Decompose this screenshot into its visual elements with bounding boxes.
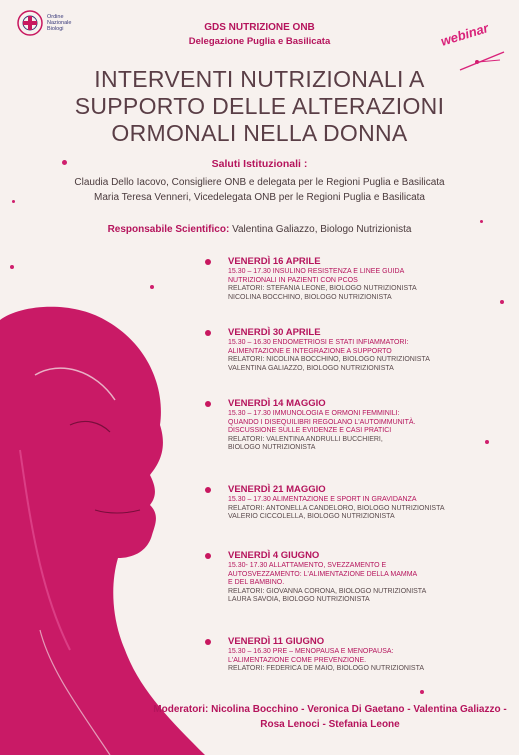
event-date: VENERDÌ 16 APRILE xyxy=(228,256,321,267)
bullet-dot-icon xyxy=(205,639,211,645)
webinar-badge: webinar xyxy=(438,20,491,49)
event-desc: 15.30 – 17.30 ALIMENTAZIONE E SPORT IN GRAVIDANZA xyxy=(228,496,417,503)
title-line: ORMONALI NELLA DONNA xyxy=(111,120,408,146)
logo-line: Biologi xyxy=(47,26,64,32)
event-item xyxy=(228,636,498,674)
event-desc: L'ALIMENTAZIONE COME PREVENZIONE. xyxy=(228,656,367,664)
event-relatori: VALERIO CICCOLELLA, BIOLOGO NUTRIZIONISTA xyxy=(228,513,395,521)
moderatori xyxy=(150,702,510,732)
event-desc: NUTRIZIONALI IN PAZIENTI CON PCOS xyxy=(228,276,358,284)
moderatori-label: Moderatori: xyxy=(153,704,209,715)
moderatori-line xyxy=(150,702,510,717)
paint-splatter xyxy=(500,300,504,304)
title-line: INTERVENTI NUTRIZIONALI A xyxy=(94,66,425,92)
paint-splatter xyxy=(480,220,483,223)
paint-splatter xyxy=(420,690,424,694)
event-desc: DISCUSSIONE SULLE EVIDENZE E CASI PRATICI xyxy=(228,427,392,435)
event-date: VENERDÌ 21 MAGGIO xyxy=(228,484,326,495)
saluti-heading: Saluti Istituzionali : xyxy=(211,158,308,170)
responsabile-scientifico xyxy=(0,224,519,235)
saluti-line: Maria Teresa Venneri, Vicedelegata ONB per le Regioni Puglia e Basilicata xyxy=(94,192,425,203)
event-relatori: VALENTINA GALIAZZO, BIOLOGO NUTRIZIONISTA xyxy=(228,364,394,372)
event-item xyxy=(228,550,498,605)
main-title xyxy=(0,66,519,147)
responsabile-value: Valentina Galiazzo, Biologo Nutrizionista xyxy=(232,224,412,235)
event-item xyxy=(228,327,498,373)
event-relatori: RELATORI: VALENTINA ANDRULLI BUCCHIERI, xyxy=(228,435,383,443)
event-relatori: LAURA SAVOIA, BIOLOGO NUTRIZIONISTA xyxy=(228,596,370,604)
event-desc: 15.30 – 17.30 IMMUNOLOGIA E ORMONI FEMMINILI: xyxy=(228,410,400,417)
event-relatori: NICOLINA BOCCHINO, BIOLOGO NUTRIZIONISTA xyxy=(228,293,392,301)
event-relatori: RELATORI: NICOLINA BOCCHINO, BIOLOGO NUTRIZIONISTA xyxy=(228,356,430,364)
event-desc: E DEL BAMBINO. xyxy=(228,579,285,587)
event-date: VENERDÌ 4 GIUGNO xyxy=(228,550,320,561)
bullet-dot-icon xyxy=(205,259,211,265)
logo-line: Ordine xyxy=(47,14,64,20)
event-desc: ALIMENTAZIONE E INTEGRAZIONE A SUPPORTO xyxy=(228,347,392,355)
logo-line: Nazionale xyxy=(47,20,72,26)
event-date: VENERDÌ 30 APRILE xyxy=(228,327,321,338)
event-relatori: RELATORI: GIOVANNA CORONA, BIOLOGO NUTRIZIONISTA xyxy=(228,587,427,595)
moderatori-names: Nicolina Bocchino - Veronica Di Gaetano - Valentina Galiazzo - xyxy=(211,704,507,715)
event-relatori: RELATORI: ANTONELLA CANDELORO, BIOLOGO NUTRIZIONISTA xyxy=(228,504,445,512)
event-desc: AUTOSVEZZAMENTO: L'ALIMENTAZIONE DELLA MAMMA xyxy=(228,570,418,578)
event-item xyxy=(228,398,498,453)
event-desc: 15.30 – 17.30 INSULINO RESISTENZA E LINEE GUIDA xyxy=(228,268,405,275)
event-item xyxy=(228,256,498,302)
bullet-dot-icon xyxy=(205,330,211,336)
woman-profile-illustration xyxy=(0,300,230,755)
event-desc: 15.30- 17.30 ALLATTAMENTO, SVEZZAMENTO E xyxy=(228,562,387,569)
responsabile-label: Responsabile Scientifico: xyxy=(107,224,230,235)
event-relatori: RELATORI: STEFANIA LEONE, BIOLOGO NUTRIZIONISTA xyxy=(228,285,417,293)
saluti-line: Claudia Dello Iacovo, Consigliere ONB e delegata per le Regioni Puglia e Basilicata xyxy=(74,177,445,188)
paint-splatter xyxy=(10,265,14,269)
org-title: GDS NUTRIZIONE ONB xyxy=(204,22,315,33)
event-desc: 15.30 – 16.30 ENDOMETRIOSI E STATI INFIAMMATORI: xyxy=(228,339,409,346)
event-relatori: BIOLOGO NUTRIZIONISTA xyxy=(228,444,316,452)
bullet-dot-icon xyxy=(205,401,211,407)
event-desc: QUANDO I DISEQUILIBRI REGOLANO L'AUTOIMMUNITÀ. xyxy=(228,418,416,426)
event-item xyxy=(228,484,498,522)
moderatori-names: Rosa Lenoci - Stefania Leone xyxy=(260,719,400,730)
event-desc: 15.30 – 16.30 PRE – MENOPAUSA E MENOPAUSA: xyxy=(228,648,394,655)
bullet-dot-icon xyxy=(205,487,211,493)
event-date: VENERDÌ 11 GIUGNO xyxy=(228,636,325,647)
title-line: SUPPORTO DELLE ALTERAZIONI xyxy=(74,93,445,119)
bullet-dot-icon xyxy=(205,553,211,559)
event-relatori: RELATORI: FEDERICA DE MAIO, BIOLOGO NUTRIZIONISTA xyxy=(228,665,425,673)
event-date: VENERDÌ 14 MAGGIO xyxy=(228,398,326,409)
org-subtitle: Delegazione Puglia e Basilicata xyxy=(188,36,331,47)
paint-splatter xyxy=(150,285,154,289)
